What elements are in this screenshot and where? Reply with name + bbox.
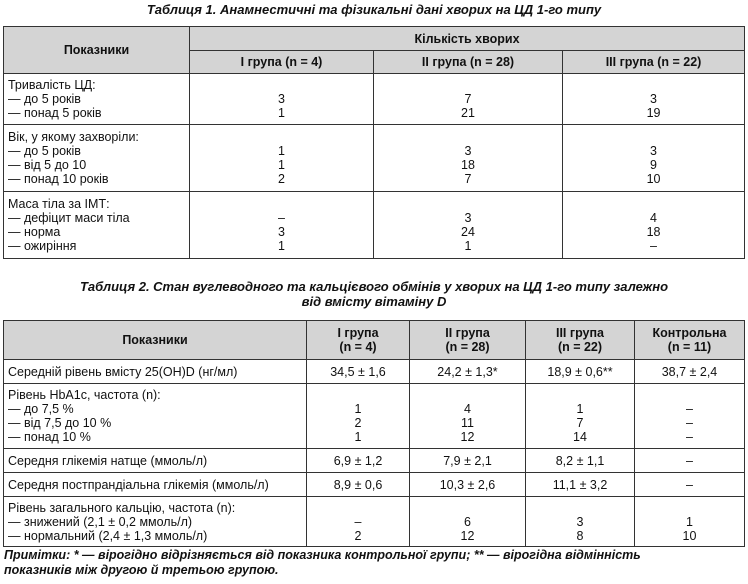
- cell-value: 3: [278, 92, 285, 106]
- cell-value: –: [686, 430, 693, 444]
- hba1c-group3: [526, 384, 635, 449]
- onset-group2: [374, 125, 563, 192]
- calcium-row-label: — знижений (2,1 ± 0,2 ммоль/л): [8, 514, 193, 529]
- cell-value: –: [686, 402, 693, 416]
- cell-value: –: [635, 473, 745, 497]
- table2-header-group2: [410, 321, 526, 360]
- cell-value: 1: [354, 402, 362, 416]
- bmi-row-label: — ожиріння: [8, 239, 77, 253]
- bmi-group3: [563, 192, 745, 259]
- header-line: (n = 4): [339, 340, 377, 354]
- cell-value: –: [354, 514, 362, 529]
- cell-value: 11,1 ± 3,2: [526, 473, 635, 497]
- bmi-labels: [4, 192, 190, 259]
- hba1c-control: [635, 384, 745, 449]
- cell-value: 3: [650, 92, 657, 106]
- onset-labels: [4, 125, 190, 192]
- cell-value: 7,9 ± 2,1: [410, 449, 526, 473]
- notes-line1: Примітки: * — вірогідно відрізняється від показника контрольної групи; ** — вірогідна відмінність: [4, 548, 641, 562]
- hba1c-group1: [307, 384, 410, 449]
- cell-value: 7: [464, 92, 472, 106]
- cell-value: 38,7 ± 2,4: [635, 360, 745, 384]
- cell-value: 2: [278, 172, 285, 186]
- cell-value: 24: [461, 225, 475, 239]
- table2-row-vitamin-d: [4, 360, 745, 384]
- calcium-group1: [307, 497, 410, 547]
- bmi-group2: [374, 192, 563, 259]
- table1-header-count: Кількість хворих: [190, 27, 745, 51]
- onset-title: Вік, у якому захворіли:: [8, 130, 139, 144]
- header-line: I група: [337, 326, 379, 340]
- table2-section-hba1c: [4, 384, 745, 449]
- header-line: (n = 28): [445, 340, 490, 354]
- row-label: Середня глікемія натще (ммоль/л): [4, 449, 307, 473]
- cell-value: 18: [646, 225, 661, 239]
- onset-row-label: — до 5 років: [8, 144, 81, 158]
- table1-header-group1: I група (n = 4): [190, 51, 374, 74]
- table1-header-group2: II група (n = 28): [374, 51, 563, 74]
- calcium-control: [635, 497, 745, 547]
- duration-title: Тривалість ЦД:: [8, 78, 96, 92]
- row-label: Середній рівень вмісту 25(OH)D (нг/мл): [4, 360, 307, 384]
- hba1c-title: Рівень HbA1c, частота (n):: [8, 388, 161, 402]
- cell-value: 1: [686, 514, 693, 529]
- duration-row-label: — понад 5 років: [8, 106, 102, 120]
- table2-caption: [0, 279, 748, 309]
- cell-value: 10,3 ± 2,6: [410, 473, 526, 497]
- hba1c-labels: [4, 384, 307, 449]
- cell-value: 2: [354, 528, 362, 543]
- hba1c-group2: [410, 384, 526, 449]
- cell-value: 1: [278, 144, 285, 158]
- cell-value: 1: [278, 239, 285, 253]
- cell-value: 19: [646, 106, 661, 120]
- bmi-row-label: — норма: [8, 225, 61, 239]
- duration-labels: [4, 74, 190, 125]
- calcium-group3: [526, 497, 635, 547]
- duration-group2: [374, 74, 563, 125]
- cell-value: 3: [278, 225, 285, 239]
- table2-header-group3: [526, 321, 635, 360]
- duration-row-label: — до 5 років: [8, 92, 81, 106]
- cell-value: 6: [464, 514, 471, 529]
- header-line: Контрольна: [652, 326, 727, 340]
- cell-value: 8,2 ± 1,1: [526, 449, 635, 473]
- cell-value: 12: [460, 430, 475, 444]
- cell-value: 21: [461, 106, 475, 120]
- table1-caption: Таблиця 1. Анамнестичні та фізикальні дані хворих на ЦД 1-го типу: [146, 2, 602, 17]
- cell-value: 34,5 ± 1,6: [307, 360, 410, 384]
- cell-value: 11: [461, 416, 474, 430]
- header-line: II група: [445, 326, 490, 340]
- cell-value: 18: [461, 158, 475, 172]
- table1-header-indicator: Показники: [4, 27, 190, 74]
- table1: [3, 26, 745, 259]
- cell-value: 1: [278, 106, 285, 120]
- table2-header-control: [635, 321, 745, 360]
- calcium-labels: [4, 497, 307, 547]
- cell-value: 6,9 ± 1,2: [307, 449, 410, 473]
- cell-value: 2: [354, 416, 362, 430]
- onset-group3: [563, 125, 745, 192]
- cell-value: 7: [576, 416, 584, 430]
- table2-row-fasting-glucose: [4, 449, 745, 473]
- table2-header-group1: [307, 321, 410, 360]
- cell-value: 8,9 ± 0,6: [307, 473, 410, 497]
- cell-value: 24,2 ± 1,3*: [410, 360, 526, 384]
- bmi-row-label: — дефіцит маси тіла: [8, 211, 130, 225]
- notes-line2: показників між другою й третьою групою.: [4, 563, 279, 577]
- calcium-row-label: — нормальний (2,4 ± 1,3 ммоль/л): [8, 528, 208, 543]
- hba1c-row-label: — до 7,5 %: [8, 402, 74, 416]
- cell-value: 3: [464, 211, 472, 225]
- hba1c-row-label: — понад 10 %: [8, 430, 91, 444]
- table1-header-group3: III група (n = 22): [563, 51, 745, 74]
- cell-value: 10: [682, 528, 697, 543]
- calcium-group2: [410, 497, 526, 547]
- bmi-group1: [190, 192, 374, 259]
- cell-value: 1: [354, 430, 362, 444]
- table2-header-indicator: Показники: [4, 321, 307, 360]
- cell-value: 4: [464, 402, 471, 416]
- table2-caption-line1: Таблиця 2. Стан вуглеводного та кальцієвого обмінів у хворих на ЦД 1-го типу залежно: [79, 279, 669, 294]
- row-label: Середня постпрандіальна глікемія (ммоль/л): [4, 473, 307, 497]
- cell-value: 4: [650, 211, 657, 225]
- table1-section-duration: [4, 74, 745, 125]
- cell-value: 1: [576, 402, 584, 416]
- table2-row-postprandial-glucose: [4, 473, 745, 497]
- table2-section-calcium: [4, 497, 745, 547]
- cell-value: 10: [646, 172, 661, 186]
- table1-section-bmi: [4, 192, 745, 259]
- cell-value: –: [278, 211, 285, 225]
- duration-group3: [563, 74, 745, 125]
- hba1c-row-label: — від 7,5 до 10 %: [8, 416, 112, 430]
- table2: [3, 320, 745, 547]
- duration-group1: [190, 74, 374, 125]
- cell-value: 3: [650, 144, 657, 158]
- cell-value: –: [650, 239, 657, 253]
- cell-value: 12: [460, 528, 475, 543]
- bmi-title: Маса тіла за ІМТ:: [8, 197, 110, 211]
- cell-value: 14: [573, 430, 587, 444]
- table2-caption-line2: від вмісту вітаміну D: [301, 294, 447, 309]
- cell-value: –: [686, 416, 693, 430]
- cell-value: 3: [464, 144, 472, 158]
- cell-value: 3: [576, 514, 584, 529]
- table-notes: [4, 548, 744, 578]
- cell-value: 8: [576, 528, 584, 543]
- onset-group1: [190, 125, 374, 192]
- cell-value: 7: [464, 172, 472, 186]
- header-line: (n = 11): [667, 340, 712, 354]
- cell-value: 1: [278, 158, 285, 172]
- onset-row-label: — від 5 до 10: [8, 158, 87, 172]
- table1-section-onset-age: [4, 125, 745, 192]
- header-line: III група: [555, 326, 605, 340]
- cell-value: 9: [650, 158, 657, 172]
- onset-row-label: — понад 10 років: [8, 172, 109, 186]
- header-line: (n = 22): [557, 340, 603, 354]
- cell-value: 18,9 ± 0,6**: [526, 360, 635, 384]
- cell-value: 1: [464, 239, 472, 253]
- cell-value: –: [635, 449, 745, 473]
- calcium-title: Рівень загального кальцію, частота (n):: [8, 500, 236, 515]
